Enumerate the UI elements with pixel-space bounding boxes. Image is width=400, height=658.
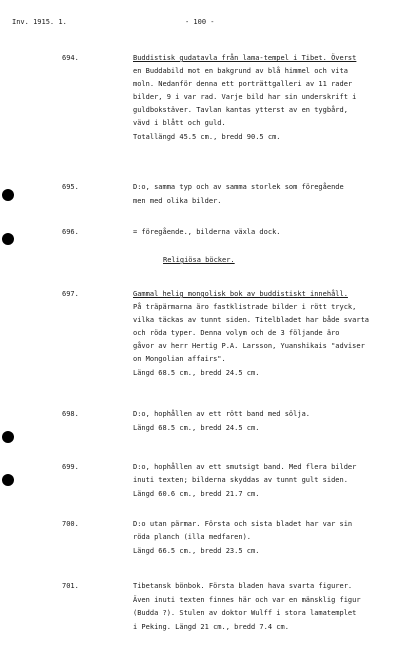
entry-line: (Budda ?). Stulen av doktor Wulff i stora lamatemplet: [133, 609, 357, 617]
entry-line: På träpärmarna äro fastklistrade bilder i rött tryck,: [133, 303, 357, 311]
entry-line: D:o, samma typ och av samma storlek som föregående: [133, 183, 344, 191]
entry-line: röda planch (illa medfaren).: [133, 533, 252, 541]
page-number: - 100 -: [185, 18, 215, 26]
entry-line: gåvor av herr Hertig P.A. Larsson, Yuanshikais "adviser: [133, 342, 365, 350]
entry-line: Totallängd 45.5 cm., bredd 90.5 cm.: [133, 133, 281, 141]
entry-line: i Peking. Längd 21 cm., bredd 7.4 cm.: [133, 623, 289, 631]
entry-number: 697.: [62, 290, 79, 298]
entry-line: D:o, hophållen av ett rött band med sölja.: [133, 410, 311, 418]
entry-number: 698.: [62, 410, 79, 418]
entry-number: 695.: [62, 183, 79, 191]
entry-line: moln. Nedanför denna ett porträttgalleri av 11 rader: [133, 80, 353, 88]
entry-line: D:o utan pärmar. Första och sista bladet har var sin: [133, 520, 353, 528]
entry-line: vilka täckas av tunnt siden. Titelbladet har både svarta: [133, 316, 370, 324]
inventory-label: Inv. 1915. 1.: [12, 18, 67, 26]
entry-line: Gammal helig mongolisk bok av buddistiskt innehåll.: [133, 290, 348, 298]
entry-line: men med olika bilder.: [133, 197, 222, 205]
entry-line: bilder, 9 i var rad. Varje bild har sin underskrift i: [133, 93, 357, 101]
punch-hole-4: [2, 474, 14, 486]
entry-line: Längd 66.5 cm., bredd 23.5 cm.: [133, 547, 260, 555]
entry-line: Även inuti texten finnes här och var en mänsklig figur: [133, 596, 361, 604]
entry-number: 696.: [62, 228, 79, 236]
entry-line: Buddistisk gudatavla från lama-tempel i Tibet. Överst: [133, 54, 357, 62]
punch-hole-2: [2, 233, 14, 245]
entry-line: en Buddabild mot en bakgrund av blå himmel och vita: [133, 67, 348, 75]
entry-line: inuti texten; bilderna skyddas av tunnt gult siden.: [133, 476, 348, 484]
punch-hole-3: [2, 431, 14, 443]
entry-line: Längd 60.6 cm., bredd 21.7 cm.: [133, 490, 260, 498]
entry-line: guldbokstäver. Tavlan kantas ytterst av en tygbård,: [133, 106, 348, 114]
entry-line: Längd 68.5 cm., bredd 24.5 cm.: [133, 424, 260, 432]
section-heading: Religiösa böcker.: [163, 256, 235, 264]
entry-number: 694.: [62, 54, 79, 62]
punch-hole-1: [2, 189, 14, 201]
entry-line: = föregående., bilderna växla dock.: [133, 228, 281, 236]
entry-line: D:o, hophållen av ett smutsigt band. Med flera bilder: [133, 463, 357, 471]
entry-line: och röda typer. Denna volym och de 3 följande äro: [133, 329, 340, 337]
entry-number: 700.: [62, 520, 79, 528]
entry-line: vävd i blått och guld.: [133, 119, 226, 127]
entry-line: Längd 68.5 cm., bredd 24.5 cm.: [133, 369, 260, 377]
entry-line: Tibetansk bönbok. Första bladen hava svarta figurer.: [133, 582, 353, 590]
entry-number: 701.: [62, 582, 79, 590]
entry-number: 699.: [62, 463, 79, 471]
entry-line: on Mongolian affairs".: [133, 355, 226, 363]
